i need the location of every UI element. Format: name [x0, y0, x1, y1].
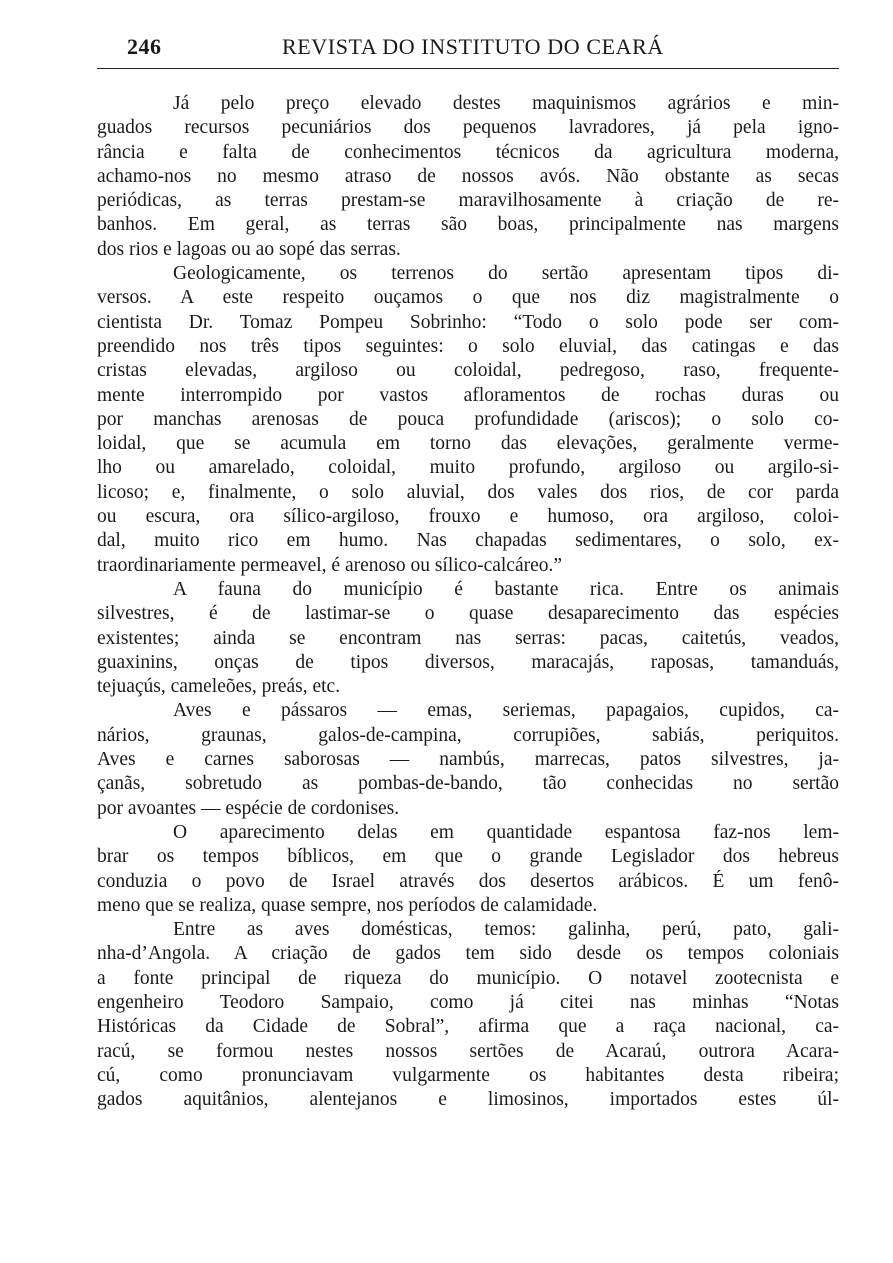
text-line: por manchas arenosas de pouca profundidade (ariscos); o solo co-	[97, 408, 839, 430]
text-line: por avoantes — espécie de cordonises.	[97, 797, 400, 819]
text-line: Aves e carnes saborosas — nambús, marrecas, patos silvestres, ja-	[97, 749, 839, 771]
text-line: engenheiro Teodoro Sampaio, como já citei nas minhas “Notas	[97, 991, 839, 1013]
article-body	[97, 92, 839, 1112]
text-line: Entre as aves domésticas, temos: galinha, perú, pato, gali-	[173, 919, 839, 941]
text-line: loidal, que se acumula em torno das elevações, geralmente verme-	[97, 433, 839, 455]
text-line: brar os tempos bíblicos, em que o grande Legislador dos hebreus	[97, 846, 839, 868]
text-line: guados recursos pecuniários dos pequenos lavradores, já pela igno-	[97, 117, 839, 139]
text-line: licoso; e, finalmente, o solo aluvial, dos vales dos rios, de cor parda	[97, 481, 839, 503]
text-line: çanãs, sobretudo as pombas-de-bando, tão conhecidas no sertão	[97, 773, 839, 795]
text-line: nha-d’Angola. A criação de gados tem sido desde os tempos coloniais	[97, 943, 839, 965]
running-title: REVISTA DO INSTITUTO DO CEARÁ	[282, 34, 664, 59]
text-line: lho ou amarelado, coloidal, muito profundo, argiloso ou argilo-si-	[97, 457, 839, 479]
text-line: meno que se realiza, quase sempre, nos períodos de calamidade.	[97, 894, 598, 916]
text-line: Geologicamente, os terrenos do sertão apresentam tipos di-	[173, 263, 839, 285]
text-line: O aparecimento delas em quantidade espantosa faz-nos lem-	[173, 821, 839, 843]
page-number: 246	[127, 34, 162, 59]
text-line: Históricas da Cidade de Sobral”, afirma que a raça nacional, ca-	[97, 1016, 839, 1038]
text-line: guaxinins, onças de tipos diversos, maracajás, raposas, tamanduás,	[97, 651, 839, 673]
text-line: racú, se formou nestes nossos sertões de Acaraú, outrora Acara-	[97, 1040, 839, 1062]
text-line: conduzia o povo de Israel através dos desertos arábicos. É um fenô-	[97, 870, 839, 892]
text-line: traordinariamente permeavel, é arenoso ou sílico-calcáreo.”	[97, 554, 563, 576]
text-line: existentes; ainda se encontram nas serras: pacas, caitetús, veados,	[97, 627, 839, 649]
text-line: Já pelo preço elevado destes maquinismos agrários e min-	[173, 93, 839, 114]
text-line: nários, graunas, galos-de-campina, corrupiões, sabiás, periquitos.	[97, 724, 839, 746]
text-line: ou escura, ora sílico-argiloso, frouxo e humoso, ora argiloso, coloi-	[97, 506, 839, 528]
text-line: A fauna do município é bastante rica. Entre os animais	[173, 578, 839, 600]
text-line: dal, muito rico em humo. Nas chapadas sedimentares, o solo, ex-	[97, 530, 839, 552]
text-line: cientista Dr. Tomaz Pompeu Sobrinho: “Todo o solo pode ser com-	[97, 311, 839, 333]
text-line: dos rios e lagoas ou ao sopé das serras.	[97, 238, 401, 260]
text-line: cristas elevadas, argiloso ou coloidal, pedregoso, raso, frequente-	[97, 360, 839, 382]
text-line: rância e falta de conhecimentos técnicos da agricultura moderna,	[97, 141, 839, 163]
text-line: silvestres, é de lastimar-se o quase desaparecimento das espécies	[97, 603, 839, 625]
text-line: Aves e pássaros — emas, seriemas, papagaios, cupidos, ca-	[173, 700, 839, 722]
text-line: achamo-nos no mesmo atraso de nossos avós. Não obstante as secas	[97, 165, 839, 187]
text-line: versos. A este respeito ouçamos o que nos diz magistralmente o	[97, 287, 839, 309]
text-line: periódicas, as terras prestam-se maravilhosamente à criação de re-	[97, 190, 839, 212]
page-header	[97, 28, 839, 69]
text-line: a fonte principal de riqueza do município. O notavel zootecnista e	[97, 967, 839, 989]
text-line: gados aquitânios, alentejanos e limosinos, importados estes úl-	[97, 1089, 839, 1111]
text-line: tejuaçús, cameleões, preás, etc.	[97, 676, 341, 698]
text-line: mente interrompido por vastos afloramentos de rochas duras ou	[97, 384, 839, 406]
text-line: cú, como pronunciavam vulgarmente os habitantes desta ribeira;	[97, 1064, 839, 1086]
text-line: preendido nos três tipos seguintes: o solo eluvial, das catingas e das	[97, 335, 839, 357]
text-line: banhos. Em geral, as terras são boas, principalmente nas margens	[97, 214, 839, 236]
